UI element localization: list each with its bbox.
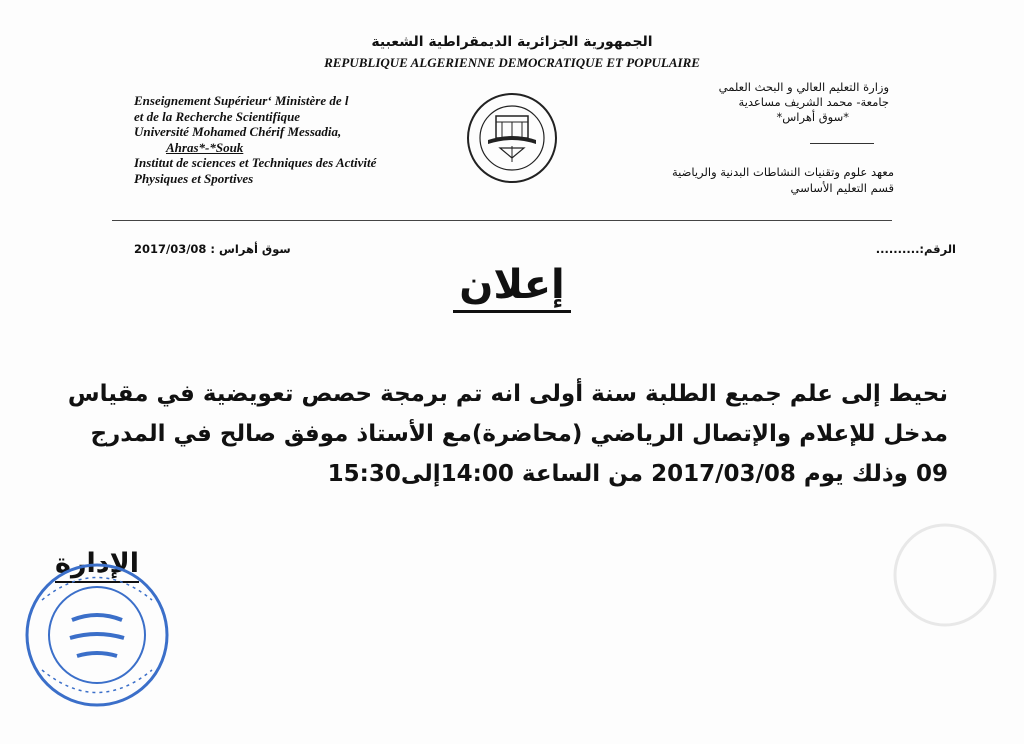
institute-block-ar — [574, 164, 894, 196]
announcement-title-text: إعلان — [453, 262, 571, 313]
republic-title-ar: الجمهورية الجزائرية الديمقراطية الشعبية — [371, 34, 653, 50]
university-line-ar: جامعة- محمد الشريف مساعدية — [738, 95, 889, 109]
institute-line-fr: Institut de sciences et Techniques des Activité — [134, 155, 377, 170]
body-line-1: نحيط إلى علم جميع الطلبة سنة أولى انه تم برمجة حصص تعويضية في مقياس — [67, 381, 948, 407]
institution-block-ar — [589, 80, 889, 125]
header-divider — [112, 220, 892, 221]
department-line-ar: قسم التعليم الأساسي — [790, 181, 894, 195]
body-line-2: مدخل للإعلام والإتصال الرياضي (محاضرة)مع الأستاذ موفق صالح في المدرج — [90, 421, 948, 447]
institution-block-fr — [134, 93, 434, 186]
ministry-line-fr: Enseignement Supérieur‘ Ministère de l — [134, 93, 349, 108]
research-line-fr: et de la Recherche Scientifique — [134, 108, 301, 124]
republic-title-fr: REPUBLIQUE ALGERIENNE DEMOCRATIQUE ET POPULAIRE — [324, 55, 700, 70]
issue-date: سوق أهراس : 2017/03/08 — [134, 242, 291, 256]
city-line-ar: *سوق أهراس* — [776, 110, 849, 124]
official-stamp — [22, 560, 172, 710]
watermark-circle — [890, 520, 1000, 630]
administration-label: الإدارة — [55, 548, 139, 583]
institute-line-ar: معهد علوم وتقنيات النشاطات البدنية والرياضية — [671, 165, 894, 179]
announcement-title — [0, 262, 1024, 313]
reference-number: الرقم:.......... — [875, 242, 956, 256]
city-line-fr: Ahras*-*Souk — [166, 139, 244, 155]
ministry-line-ar: وزارة التعليم العالي و البحث العلمي — [718, 80, 889, 94]
university-logo — [466, 92, 558, 184]
announcement-body — [67, 374, 948, 494]
institute-line2-fr: Physiques et Sportives — [134, 170, 254, 186]
short-divider — [810, 143, 874, 144]
body-line-3: 09 وذلك يوم 2017/03/08 من الساعة 14:00إلى15:30 — [327, 461, 948, 487]
university-line-fr: Université Mohamed Chérif Messadia, — [134, 124, 342, 139]
